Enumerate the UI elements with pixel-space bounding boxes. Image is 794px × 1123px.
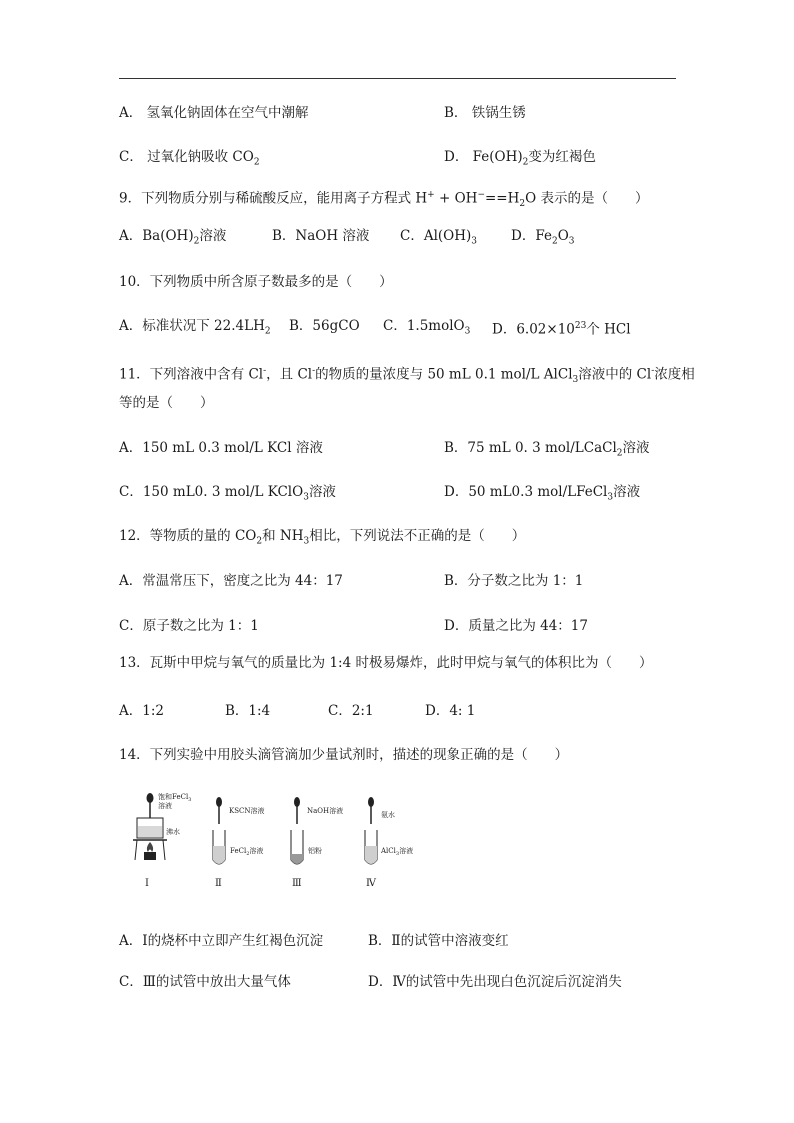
q13-stem: 13．瓦斯中甲烷与氧气的质量比为 1:4 时极易爆炸，此时甲烷与氧气的体积比为（ ） bbox=[119, 655, 653, 671]
setup-4-liquid-label: AlCl$_3$溶液 bbox=[381, 847, 414, 857]
flame bbox=[147, 842, 153, 852]
setup-2-liquid-label: FeCl$_2$溶液 bbox=[230, 847, 264, 857]
setup-1 bbox=[133, 792, 191, 889]
q10-stem: 10．下列物质中所含原子数最多的是（ ） bbox=[119, 274, 393, 290]
q11-stem-line2: 等的是（ ） bbox=[119, 395, 214, 411]
q8-option-b[interactable]: B． 铁锅生锈 bbox=[444, 105, 526, 121]
q13-option-c[interactable]: C．2:1 bbox=[328, 703, 374, 719]
q14-option-a[interactable]: A．Ⅰ的烧杯中立即产生红褐色沉淀 bbox=[119, 933, 324, 949]
q10-option-d[interactable]: D．$6.02\times 10^{23}$个 HCl bbox=[492, 321, 631, 338]
q13-option-d[interactable]: D．4: 1 bbox=[425, 703, 476, 719]
setup-1-liquid-label: 沸水 bbox=[166, 828, 180, 836]
setup-1-reagent-line1: 饱和FeCl$_3$ bbox=[158, 793, 192, 803]
q12-option-d[interactable]: D．质量之比为 44：17 bbox=[444, 618, 588, 634]
q11-option-a[interactable]: A．150 mL 0.3 mol/L KCl 溶液 bbox=[119, 440, 323, 456]
q12-stem: 12．等物质的量的 $CO_2$和 $NH_3$相比，下列说法不正确的是（ ） bbox=[119, 528, 526, 547]
q8-option-d[interactable]: D． $Fe(OH)_2$变为红褐色 bbox=[444, 149, 596, 168]
setup-4-reagent-label: 氨水 bbox=[381, 811, 395, 819]
setup-1-label: Ⅰ bbox=[145, 878, 149, 889]
beaker-1-liquid bbox=[138, 826, 162, 837]
q14-option-d[interactable]: D．Ⅳ的试管中先出现白色沉淀后沉淀消失 bbox=[368, 974, 622, 990]
setup-3 bbox=[291, 797, 343, 889]
setup-2-label: Ⅱ bbox=[215, 878, 222, 889]
setup-4 bbox=[365, 797, 413, 889]
setup-1-reagent-line2: 溶液 bbox=[158, 802, 172, 810]
tripod-leg-left bbox=[135, 840, 137, 860]
q11-option-b[interactable]: B．75 mL 0. 3 mol/LCaCl$_2$溶液 bbox=[444, 440, 650, 459]
q12-option-c[interactable]: C．原子数之比为 1：1 bbox=[119, 618, 259, 634]
setup-2 bbox=[213, 797, 265, 889]
q13-option-b[interactable]: B．1:4 bbox=[225, 703, 271, 719]
setup-3-label: Ⅲ bbox=[292, 878, 302, 889]
dropper-bulb-1 bbox=[147, 793, 154, 803]
q8-option-c[interactable]: C． 过氧化钠吸收 $CO_2$ bbox=[119, 149, 260, 168]
q9-option-a[interactable]: A．$Ba(OH)_2$溶液 bbox=[119, 228, 227, 247]
experiment-figure bbox=[131, 790, 431, 895]
setup-2-reagent-label: KSCN溶液 bbox=[229, 807, 265, 815]
test-tube-4-liquid bbox=[365, 846, 377, 864]
q12-option-b[interactable]: B．分子数之比为 1：1 bbox=[444, 573, 584, 589]
q9-option-c[interactable]: C．$Al(OH)_3$ bbox=[400, 228, 478, 247]
q10-option-b[interactable]: B．56gCO bbox=[289, 318, 360, 334]
alcohol-lamp bbox=[144, 852, 156, 860]
q11-stem-line1: 11．下列溶液中含有 Cl-，且 Cl-的物质的量浓度与 50 mL 0.1 mol/L AlCl$_3$溶液中的 Cl-浓度相 bbox=[119, 366, 695, 386]
q14-option-b[interactable]: B．Ⅱ的试管中溶液变红 bbox=[368, 933, 509, 949]
q9-option-d[interactable]: D．$Fe_2O_3$ bbox=[511, 228, 575, 247]
q14-option-c[interactable]: C．Ⅲ的试管中放出大量气体 bbox=[119, 974, 291, 990]
header-rule bbox=[119, 78, 676, 79]
dropper-bulb-4 bbox=[368, 797, 374, 807]
setup-3-content-label: 铝粉 bbox=[308, 847, 322, 855]
q10-option-a[interactable]: A．标准状况下 $22.4LH_2$ bbox=[119, 318, 271, 337]
dropper-bulb-3 bbox=[294, 797, 300, 807]
tripod-leg-right bbox=[163, 840, 165, 860]
q12-option-a[interactable]: A．常温常压下，密度之比为 44：17 bbox=[119, 573, 343, 589]
q11-option-c[interactable]: C．150 mL0. 3 mol/L KClO$_3$溶液 bbox=[119, 484, 336, 503]
q9-option-b[interactable]: B．NaOH 溶液 bbox=[272, 228, 370, 244]
setup-4-label: Ⅳ bbox=[366, 878, 376, 889]
setup-3-reagent-label: NaOH溶液 bbox=[307, 807, 344, 815]
q11-option-d[interactable]: D．50 mL0.3 mol/LFeCl$_3$溶液 bbox=[444, 484, 641, 503]
q14-stem: 14．下列实验中用胶头滴管滴加少量试剂时，描述的现象正确的是（ ） bbox=[119, 747, 569, 763]
q13-option-a[interactable]: A．1:2 bbox=[119, 703, 164, 719]
test-tube-2-liquid bbox=[213, 846, 225, 864]
q10-option-c[interactable]: C．1.5molO$_3$ bbox=[383, 318, 471, 337]
q8-option-a[interactable]: A． 氢氧化钠固体在空气中潮解 bbox=[119, 105, 309, 121]
q9-stem: 9．下列物质分别与稀硫酸反应，能用离子方程式 $H^+ + OH^-==H_2O$ 表示的是（ ） bbox=[119, 190, 649, 210]
dropper-bulb-2 bbox=[216, 797, 222, 807]
